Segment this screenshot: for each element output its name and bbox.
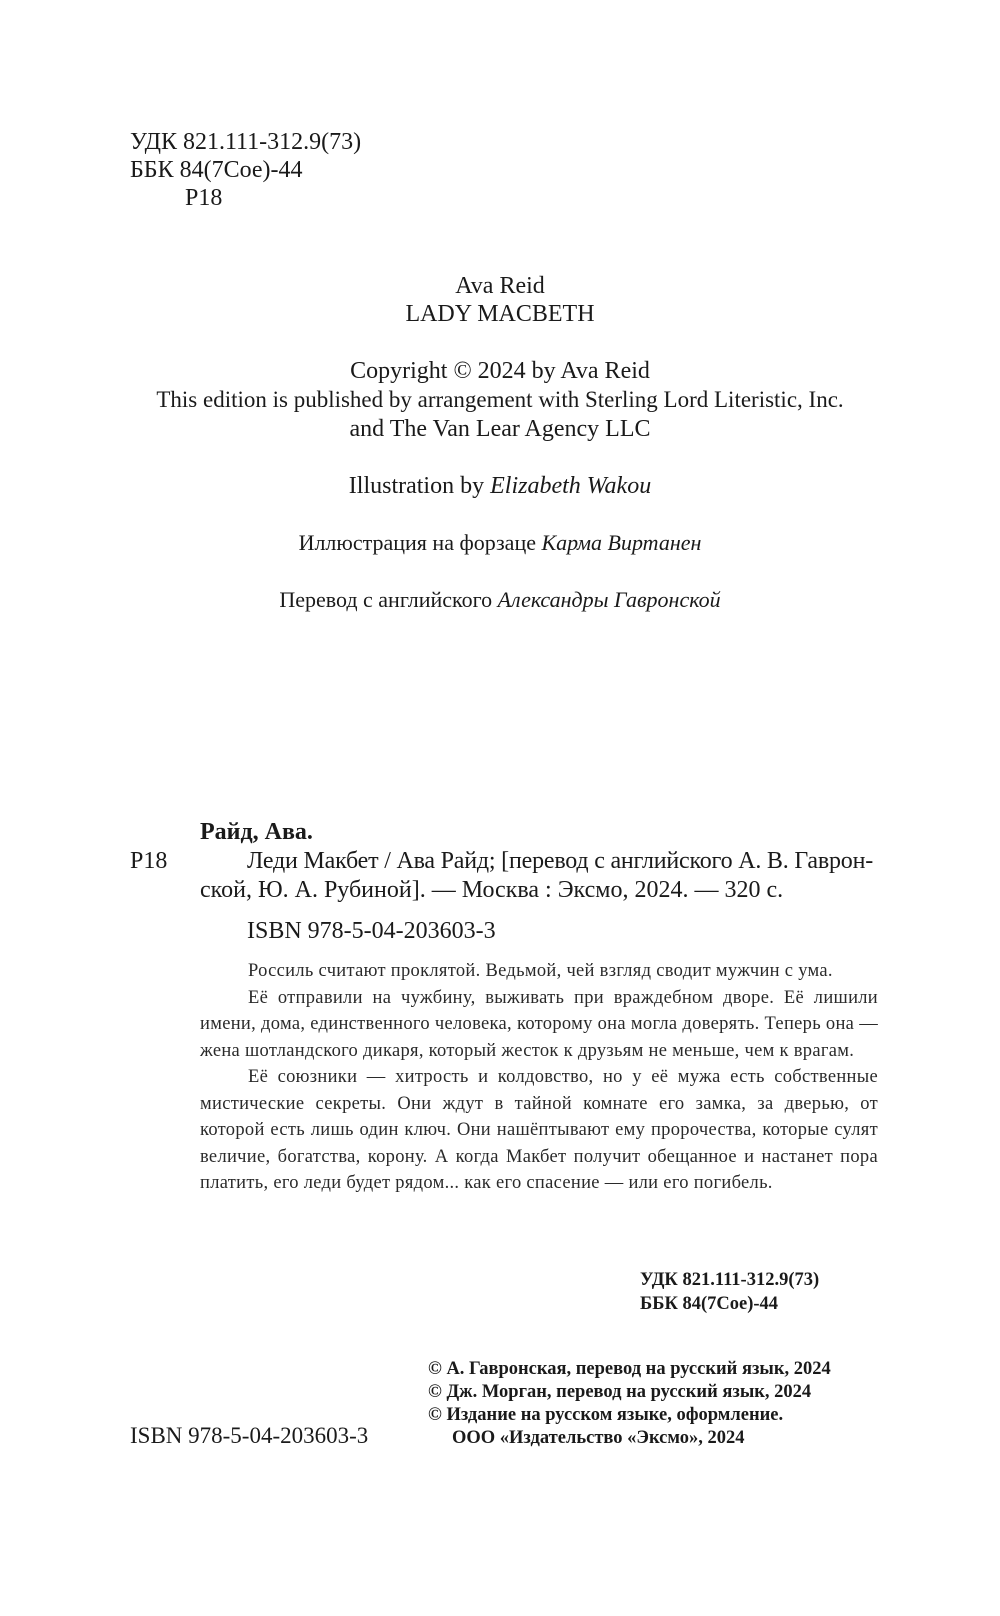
catalog-mark: Р18 xyxy=(130,848,168,874)
copyright-line: Copyright © 2024 by Ava Reid xyxy=(350,358,650,384)
endpaper-credit xyxy=(0,530,1000,556)
translation-credit xyxy=(0,587,1000,613)
bbk-code-bottom: ББК 84(7Сое)-44 xyxy=(640,1294,779,1314)
endpaper-label: Иллюстрация на форзаце xyxy=(298,530,536,555)
copyright-translation-2: © Дж. Морган, перевод на русский язык, 2024 xyxy=(428,1382,812,1402)
annotation-paragraph: Россиль считают проклятой. Ведьмой, чей взгляд сводит мужчин с ума. xyxy=(248,961,833,981)
udk-code-top: УДК 821.111-312.9(73) xyxy=(130,129,362,155)
catalog-author-heading: Райд, Ава. xyxy=(200,819,313,845)
illustration-label: Illustration by xyxy=(348,473,485,499)
original-author: Ava Reid xyxy=(455,273,545,299)
catalog-bib-line-1: Леди Макбет / Ава Райд; [перевод с английского А. В. Гаврон- xyxy=(247,848,874,874)
annotation xyxy=(200,958,878,1197)
catalog-isbn: ISBN 978-5-04-203603-3 xyxy=(247,918,496,944)
isbn-bottom: ISBN 978-5-04-203603-3 xyxy=(130,1423,369,1448)
bbk-code-top: ББК 84(7Сое)-44 xyxy=(130,157,303,183)
copyright-publisher: ООО «Издательство «Эксмо», 2024 xyxy=(452,1428,745,1448)
endpaper-name: Карма Виртанен xyxy=(541,530,702,555)
annotation-paragraph: Её отправили на чужбину, выживать при враждебном дворе. Её лишили имени, дома, единственного человека, которому она могла доверять. Теперь она — жена шотландского дикаря, который жесток к друзьям не меньше, чем к врагам. xyxy=(200,987,878,1061)
publication-line: This edition is published by arrangement with Sterling Lord Literistic, Inc. xyxy=(156,387,844,412)
copyright-edition: © Издание на русском языке, оформление. xyxy=(428,1405,784,1425)
annotation-paragraph: Её союзники — хитрость и колдовство, но у её мужа есть собственные мистические секреты. Они ждут в тайной комнате его замка, за дверью, от которой есть лишь один ключ. Они нашёптывают ему пророчества, которые сулят величие, богатства, корону. А когда Макбет получит обещанное и настанет пора платить, его леди будет рядом... как его спасение — или его погибель. xyxy=(200,1067,878,1193)
copyright-translation-1: © А. Гавронская, перевод на русский язык, 2024 xyxy=(428,1359,831,1379)
translation-name: Александры Гавронской xyxy=(497,587,721,612)
author-mark-top: Р18 xyxy=(185,185,223,211)
translation-label: Перевод с английского xyxy=(279,587,493,612)
illustration-name: Elizabeth Wakou xyxy=(490,473,652,499)
agency-line: and The Van Lear Agency LLC xyxy=(349,416,651,442)
original-title: LADY MACBETH xyxy=(405,301,595,327)
catalog-bib-line-2: ской, Ю. А. Рубиной]. — Москва : Эксмо, 2024. — 320 с. xyxy=(200,877,784,903)
udk-code-bottom: УДК 821.111-312.9(73) xyxy=(640,1270,820,1290)
illustration-credit xyxy=(0,472,1000,500)
